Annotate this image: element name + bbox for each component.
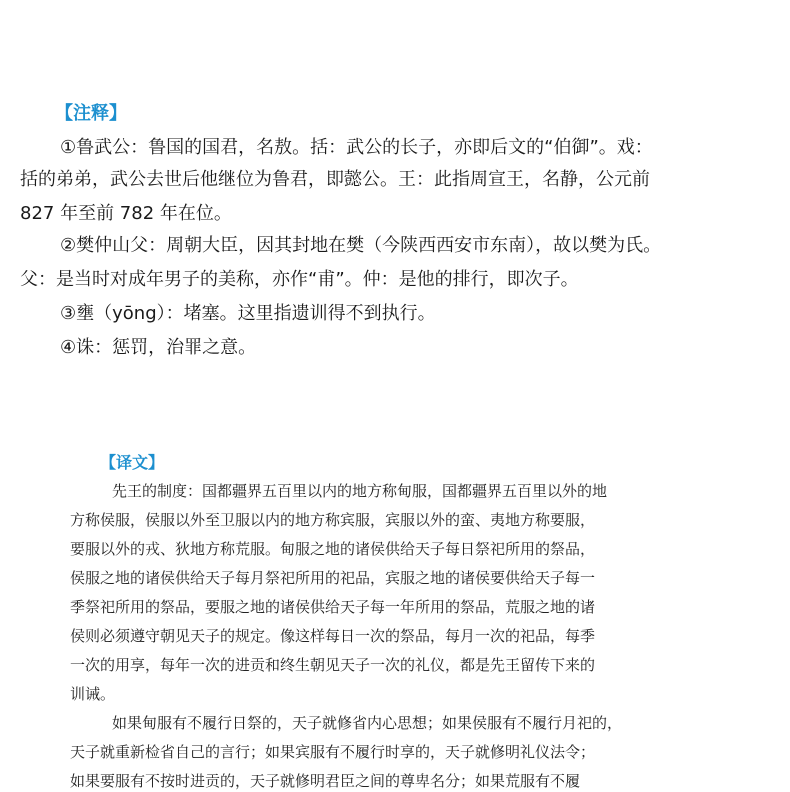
translation-line: 先王的制度：国都疆界五百里以内的地方称甸服，国都疆界五百里以外的地 <box>112 482 608 500</box>
translation-line: 一次的用享，每年一次的进贡和终生朝见天子一次的礼仪，都是先王留传下来的 <box>70 656 596 674</box>
translation-line: 训诫。 <box>70 685 116 703</box>
translation-heading: 【译文】 <box>100 453 165 472</box>
translation-line: 侯则必须遵守朝见天子的规定。像这样每日一次的祭品，每月一次的祀品，每季 <box>70 627 596 645</box>
notes-heading: 【注释】 <box>55 103 127 124</box>
note-line: ①鲁武公：鲁国的国君，名敖。括：武公的长子，亦即后文的“伯御”。戏： <box>60 137 653 158</box>
translation-line: 季祭祀所用的祭品，要服之地的诸侯供给天子每一年所用的祭品，荒服之地的诸 <box>70 598 596 616</box>
note-line: 括的弟弟，武公去世后他继位为鲁君，即懿公。王：此指周宣王，名静，公元前 <box>20 169 650 190</box>
note-line: 827 年至前 782 年在位。 <box>20 203 232 224</box>
translation-line: 方称侯服，侯服以外至卫服以内的地方称宾服，宾服以外的蛮、夷地方称要服， <box>70 511 596 529</box>
note-line: 父：是当时对成年男子的美称，亦作“甫”。仲：是他的排行，即次子。 <box>20 269 579 290</box>
translation-line: 如果要服有不按时进贡的，天子就修明君臣之间的尊卑名分；如果荒服有不履 <box>70 772 581 790</box>
note-line: ③壅（yōng）：堵塞。这里指遗训得不到执行。 <box>60 303 436 324</box>
note-line: ④诛：惩罚，治罪之意。 <box>60 337 257 358</box>
translation-line: 侯服之地的诸侯供给天子每月祭祀所用的祀品，宾服之地的诸侯要供给天子每一 <box>70 569 596 587</box>
note-line: ②樊仲山父：周朝大臣，因其封地在樊（今陕西西安市东南），故以樊为氏。 <box>60 235 662 256</box>
translation-line: 如果甸服有不履行日祭的，天子就修省内心思想；如果侯服有不履行月祀的， <box>112 714 623 732</box>
translation-line: 要服以外的戎、狄地方称荒服。甸服之地的诸侯供给天子每日祭祀所用的祭品， <box>70 540 596 558</box>
translation-line: 天子就重新检省自己的言行；如果宾服有不履行时享的，天子就修明礼仪法令； <box>70 743 596 761</box>
